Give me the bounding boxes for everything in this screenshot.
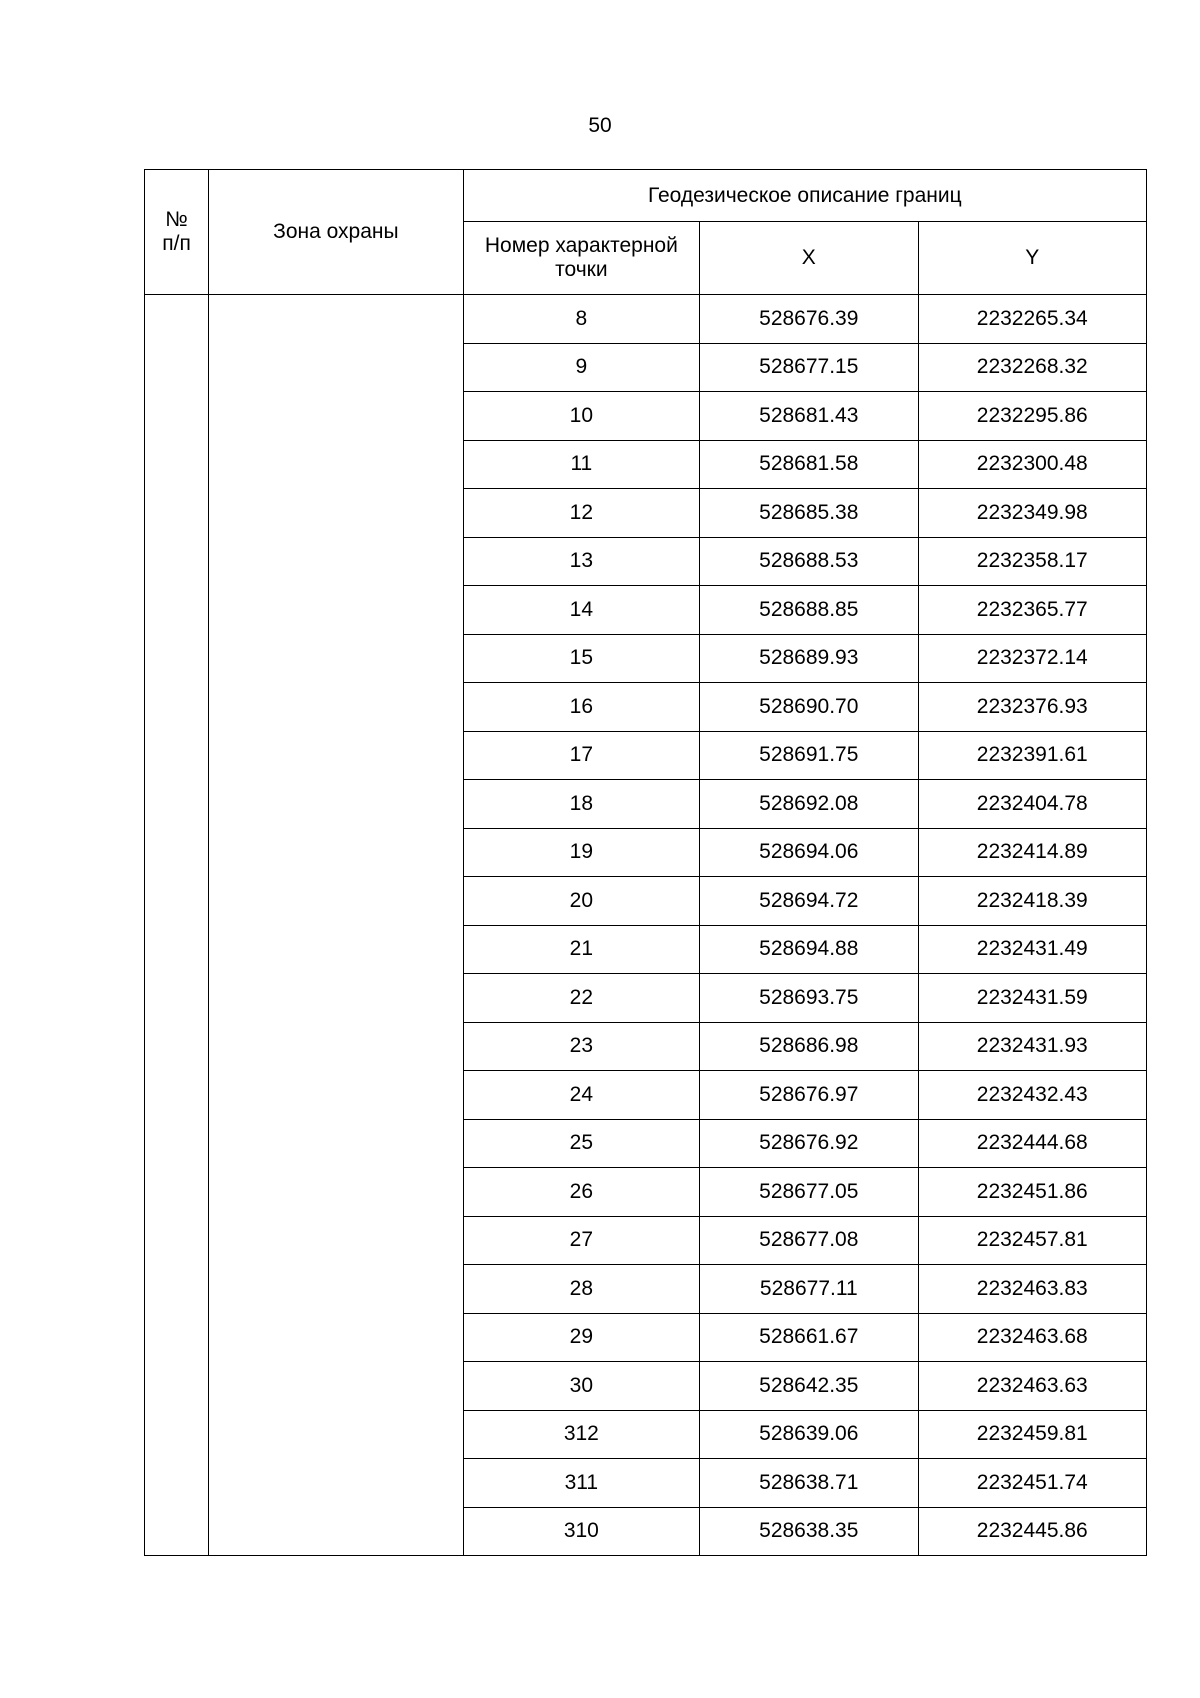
x-coordinate-cell: 528677.08	[700, 1216, 918, 1265]
point-number-cell: 19	[463, 828, 699, 877]
y-coordinate-cell: 2232451.86	[918, 1168, 1147, 1217]
point-number-cell: 21	[463, 925, 699, 974]
point-number-cell: 26	[463, 1168, 699, 1217]
header-point: Номер характерной точки	[463, 222, 699, 295]
y-coordinate-cell: 2232376.93	[918, 683, 1147, 732]
y-coordinate-cell: 2232459.81	[918, 1410, 1147, 1459]
point-number-cell: 14	[463, 586, 699, 635]
point-number-cell: 20	[463, 877, 699, 926]
point-number-cell: 24	[463, 1071, 699, 1120]
header-y: Y	[918, 222, 1147, 295]
x-coordinate-cell: 528688.53	[700, 537, 918, 586]
y-coordinate-cell: 2232365.77	[918, 586, 1147, 635]
header-number-abbrev: п/п	[162, 232, 191, 255]
x-coordinate-cell: 528689.93	[700, 634, 918, 683]
page-number: 50	[588, 114, 612, 137]
x-coordinate-cell: 528638.35	[700, 1507, 918, 1556]
y-coordinate-cell: 2232414.89	[918, 828, 1147, 877]
x-coordinate-cell: 528638.71	[700, 1459, 918, 1508]
x-coordinate-cell: 528677.11	[700, 1265, 918, 1314]
y-coordinate-cell: 2232349.98	[918, 489, 1147, 538]
x-coordinate-cell: 528688.85	[700, 586, 918, 635]
point-number-cell: 23	[463, 1022, 699, 1071]
coordinates-table	[144, 169, 1147, 1556]
x-coordinate-cell: 528639.06	[700, 1410, 918, 1459]
point-number-cell: 22	[463, 974, 699, 1023]
point-number-cell: 30	[463, 1362, 699, 1411]
header-zone: Зона охраны	[209, 170, 464, 295]
point-number-cell: 17	[463, 731, 699, 780]
x-coordinate-cell: 528676.97	[700, 1071, 918, 1120]
y-coordinate-cell: 2232391.61	[918, 731, 1147, 780]
x-coordinate-cell: 528676.39	[700, 295, 918, 344]
y-coordinate-cell: 2232358.17	[918, 537, 1147, 586]
x-coordinate-cell: 528694.72	[700, 877, 918, 926]
x-coordinate-cell: 528642.35	[700, 1362, 918, 1411]
x-coordinate-cell: 528694.88	[700, 925, 918, 974]
x-coordinate-cell: 528692.08	[700, 780, 918, 829]
x-coordinate-cell: 528681.58	[700, 440, 918, 489]
header-number	[145, 170, 209, 295]
y-coordinate-cell: 2232463.63	[918, 1362, 1147, 1411]
point-number-cell: 310	[463, 1507, 699, 1556]
zone-cell	[209, 295, 464, 1556]
header-number-symbol: №	[165, 208, 188, 231]
y-coordinate-cell: 2232431.59	[918, 974, 1147, 1023]
point-number-cell: 28	[463, 1265, 699, 1314]
point-number-cell: 8	[463, 295, 699, 344]
x-coordinate-cell: 528681.43	[700, 392, 918, 441]
x-coordinate-cell: 528677.05	[700, 1168, 918, 1217]
y-coordinate-cell: 2232268.32	[918, 343, 1147, 392]
x-coordinate-cell: 528694.06	[700, 828, 918, 877]
header-x: X	[700, 222, 918, 295]
y-coordinate-cell: 2232463.83	[918, 1265, 1147, 1314]
y-coordinate-cell: 2232404.78	[918, 780, 1147, 829]
y-coordinate-cell: 2232444.68	[918, 1119, 1147, 1168]
y-coordinate-cell: 2232431.93	[918, 1022, 1147, 1071]
x-coordinate-cell: 528690.70	[700, 683, 918, 732]
y-coordinate-cell: 2232295.86	[918, 392, 1147, 441]
point-number-cell: 29	[463, 1313, 699, 1362]
y-coordinate-cell: 2232451.74	[918, 1459, 1147, 1508]
point-number-cell: 312	[463, 1410, 699, 1459]
point-number-cell: 16	[463, 683, 699, 732]
point-number-cell: 12	[463, 489, 699, 538]
y-coordinate-cell: 2232445.86	[918, 1507, 1147, 1556]
x-coordinate-cell: 528686.98	[700, 1022, 918, 1071]
point-number-cell: 27	[463, 1216, 699, 1265]
x-coordinate-cell: 528677.15	[700, 343, 918, 392]
table-row	[145, 295, 1147, 344]
point-number-cell: 15	[463, 634, 699, 683]
point-number-cell: 311	[463, 1459, 699, 1508]
y-coordinate-cell: 2232431.49	[918, 925, 1147, 974]
header-geodetic: Геодезическое описание границ	[463, 170, 1146, 222]
x-coordinate-cell: 528661.67	[700, 1313, 918, 1362]
row-number-cell	[145, 295, 209, 1556]
y-coordinate-cell: 2232432.43	[918, 1071, 1147, 1120]
point-number-cell: 11	[463, 440, 699, 489]
point-number-cell: 10	[463, 392, 699, 441]
x-coordinate-cell: 528685.38	[700, 489, 918, 538]
x-coordinate-cell: 528691.75	[700, 731, 918, 780]
table-body	[145, 295, 1147, 1556]
y-coordinate-cell: 2232372.14	[918, 634, 1147, 683]
point-number-cell: 9	[463, 343, 699, 392]
point-number-cell: 25	[463, 1119, 699, 1168]
y-coordinate-cell: 2232265.34	[918, 295, 1147, 344]
y-coordinate-cell: 2232463.68	[918, 1313, 1147, 1362]
y-coordinate-cell: 2232457.81	[918, 1216, 1147, 1265]
y-coordinate-cell: 2232300.48	[918, 440, 1147, 489]
point-number-cell: 13	[463, 537, 699, 586]
x-coordinate-cell: 528676.92	[700, 1119, 918, 1168]
y-coordinate-cell: 2232418.39	[918, 877, 1147, 926]
header-row-1	[145, 170, 1147, 222]
x-coordinate-cell: 528693.75	[700, 974, 918, 1023]
point-number-cell: 18	[463, 780, 699, 829]
